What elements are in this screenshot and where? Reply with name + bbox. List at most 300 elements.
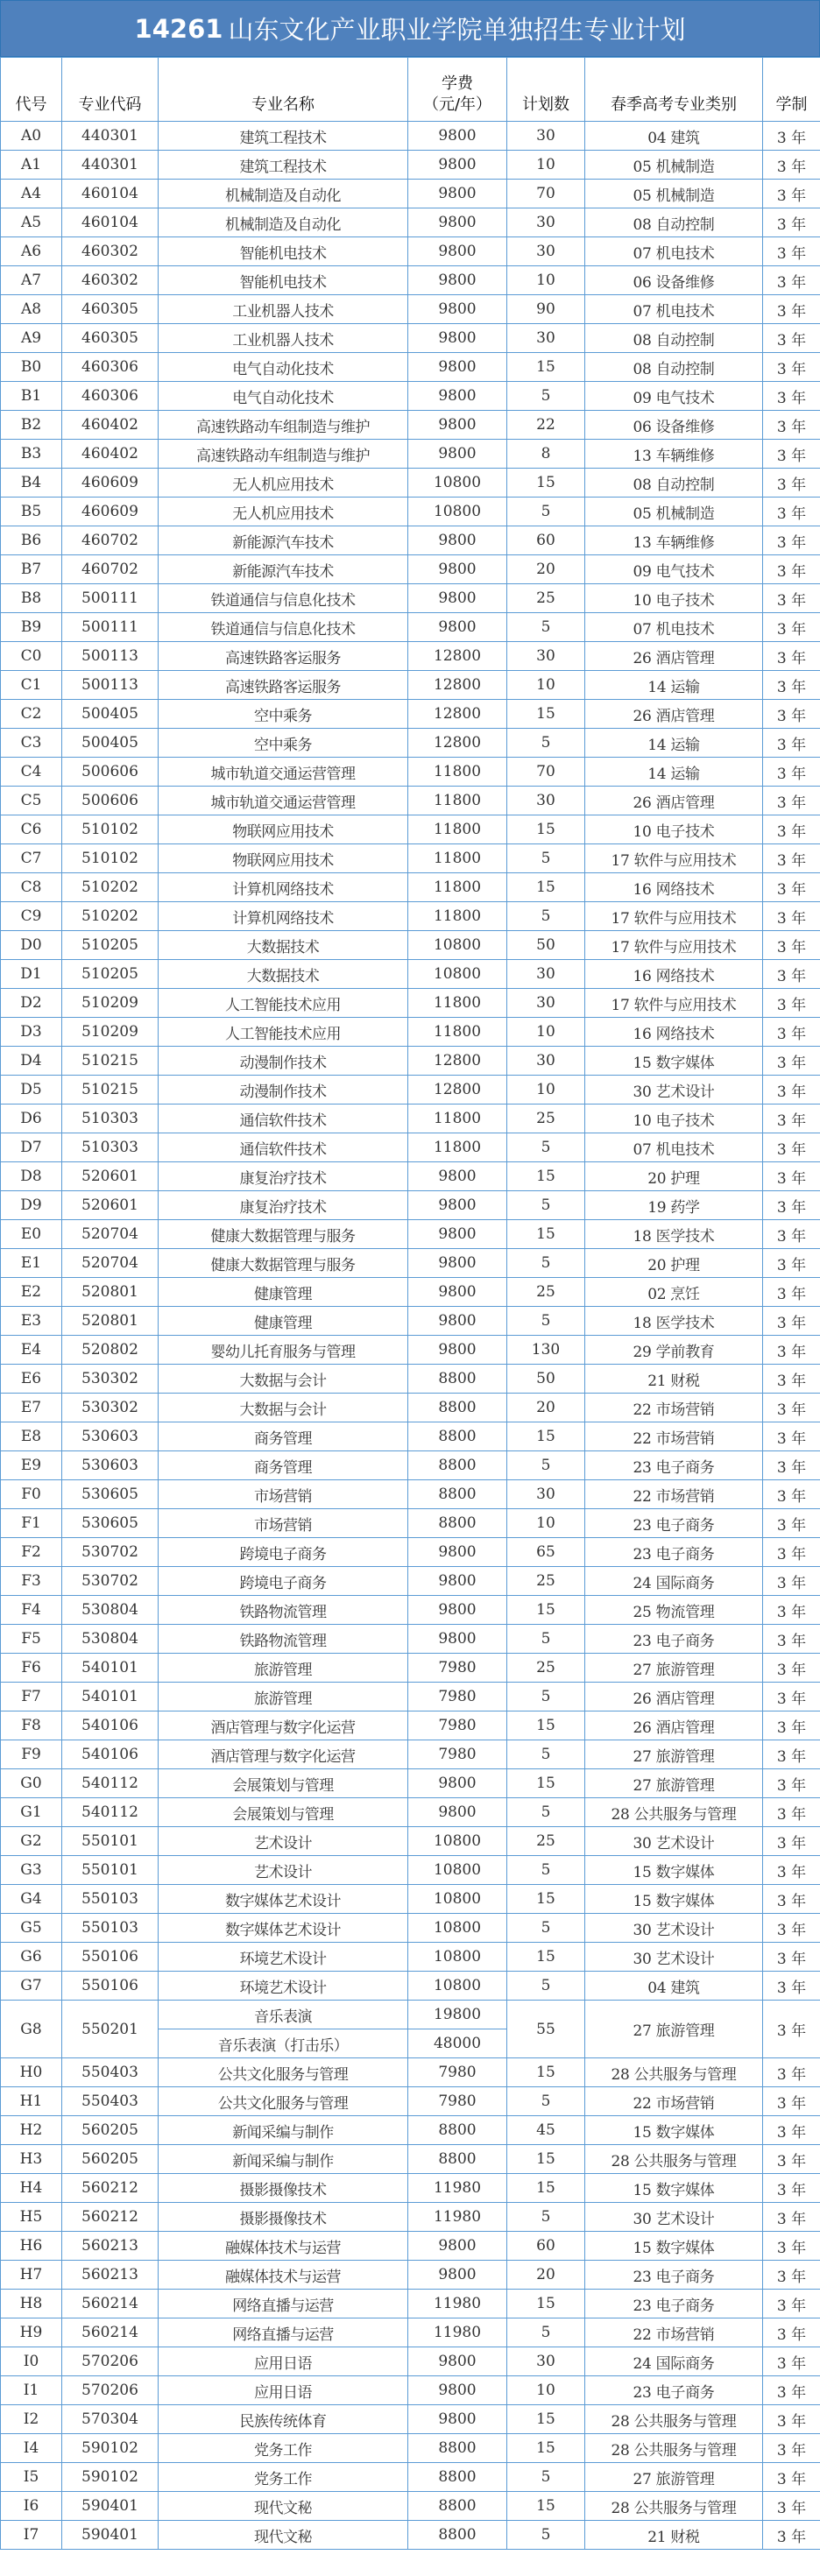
cell-plan: 15 bbox=[507, 2174, 585, 2203]
cell-plan: 5 bbox=[507, 902, 585, 931]
cell-code: E8 bbox=[1, 1422, 62, 1451]
cell-major-code: 440301 bbox=[62, 122, 159, 151]
cell-category: 14 运输 bbox=[585, 758, 763, 787]
cell-code: C4 bbox=[1, 758, 62, 787]
cell-category: 27 旅游管理 bbox=[585, 1654, 763, 1683]
cell-plan: 10 bbox=[507, 151, 585, 180]
cell-duration: 3 年 bbox=[763, 2116, 820, 2145]
cell-major-name: 计算机网络技术 bbox=[159, 902, 408, 931]
cell-plan: 30 bbox=[507, 960, 585, 989]
cell-code: C2 bbox=[1, 700, 62, 729]
cell-code: H6 bbox=[1, 2232, 62, 2261]
cell-major-name: 网络直播与运营 bbox=[159, 2318, 408, 2347]
cell-plan: 5 bbox=[507, 729, 585, 758]
cell-code: A0 bbox=[1, 122, 62, 151]
cell-code: C8 bbox=[1, 873, 62, 902]
cell-plan: 5 bbox=[507, 1307, 585, 1336]
cell-plan: 15 bbox=[507, 815, 585, 844]
cell-duration: 3 年 bbox=[763, 1220, 820, 1249]
cell-code: G4 bbox=[1, 1885, 62, 1914]
cell-tuition: 9800 bbox=[408, 2405, 507, 2434]
cell-duration: 3 年 bbox=[763, 2001, 820, 2058]
cell-major-name: 数字媒体艺术设计 bbox=[159, 1885, 408, 1914]
table-row bbox=[1, 1307, 820, 1336]
cell-duration: 3 年 bbox=[763, 2058, 820, 2087]
cell-major-code: 460306 bbox=[62, 382, 159, 411]
cell-category: 16 网络技术 bbox=[585, 1018, 763, 1047]
cell-major-code: 460302 bbox=[62, 266, 159, 295]
cell-plan: 50 bbox=[507, 1365, 585, 1394]
cell-plan: 25 bbox=[507, 1654, 585, 1683]
cell-major-code: 500111 bbox=[62, 613, 159, 642]
cell-duration: 3 年 bbox=[763, 1538, 820, 1567]
cell-code: B6 bbox=[1, 526, 62, 555]
cell-code: E3 bbox=[1, 1307, 62, 1336]
cell-category: 14 运输 bbox=[585, 671, 763, 700]
cell-code: A1 bbox=[1, 151, 62, 180]
table-row bbox=[1, 1943, 820, 1972]
cell-plan: 30 bbox=[507, 1480, 585, 1509]
cell-major-code: 530702 bbox=[62, 1538, 159, 1567]
cell-plan: 15 bbox=[507, 1885, 585, 1914]
cell-major-name: 网络直播与运营 bbox=[159, 2290, 408, 2318]
cell-plan: 15 bbox=[507, 2290, 585, 2318]
cell-category: 22 市场营销 bbox=[585, 2318, 763, 2347]
cell-major-name: 无人机应用技术 bbox=[159, 498, 408, 526]
cell-code: D6 bbox=[1, 1105, 62, 1133]
cell-tuition: 8800 bbox=[408, 1509, 507, 1538]
table-row bbox=[1, 1278, 820, 1307]
cell-major-name: 旅游管理 bbox=[159, 1683, 408, 1711]
cell-plan: 25 bbox=[507, 584, 585, 613]
cell-duration: 3 年 bbox=[763, 2492, 820, 2521]
cell-plan: 30 bbox=[507, 989, 585, 1018]
cell-plan: 25 bbox=[507, 1278, 585, 1307]
cell-major-code: 570206 bbox=[62, 2376, 159, 2405]
table-row bbox=[1, 1365, 820, 1394]
cell-category: 08 自动控制 bbox=[585, 469, 763, 498]
table-row bbox=[1, 498, 820, 526]
cell-major-code: 550106 bbox=[62, 1972, 159, 2001]
cell-major-code: 540101 bbox=[62, 1683, 159, 1711]
cell-plan: 15 bbox=[507, 1943, 585, 1972]
cell-duration: 3 年 bbox=[763, 1018, 820, 1047]
cell-major-code: 510209 bbox=[62, 1018, 159, 1047]
cell-duration: 3 年 bbox=[763, 1596, 820, 1625]
table-row bbox=[1, 353, 820, 382]
cell-tuition: 12800 bbox=[408, 1076, 507, 1105]
cell-major-code: 560212 bbox=[62, 2203, 159, 2232]
cell-plan: 15 bbox=[507, 2145, 585, 2174]
cell-plan: 15 bbox=[507, 1769, 585, 1798]
table-row bbox=[1, 411, 820, 440]
cell-code: B3 bbox=[1, 440, 62, 469]
cell-plan: 15 bbox=[507, 700, 585, 729]
cell-major-code: 510102 bbox=[62, 815, 159, 844]
cell-category: 06 设备维修 bbox=[585, 266, 763, 295]
cell-major-code: 530605 bbox=[62, 1509, 159, 1538]
cell-duration: 3 年 bbox=[763, 873, 820, 902]
cell-category: 23 电子商务 bbox=[585, 1625, 763, 1654]
cell-major-code: 520802 bbox=[62, 1336, 159, 1365]
cell-tuition: 10800 bbox=[408, 931, 507, 960]
cell-plan: 60 bbox=[507, 2232, 585, 2261]
cell-major-code: 500606 bbox=[62, 787, 159, 815]
table-row bbox=[1, 266, 820, 295]
table-row bbox=[1, 1567, 820, 1596]
cell-tuition: 10800 bbox=[408, 1856, 507, 1885]
cell-major-code: 560213 bbox=[62, 2232, 159, 2261]
cell-code: E0 bbox=[1, 1220, 62, 1249]
cell-code: A7 bbox=[1, 266, 62, 295]
cell-category: 26 酒店管理 bbox=[585, 1711, 763, 1740]
cell-code: D4 bbox=[1, 1047, 62, 1076]
cell-major-name: 高速铁路动车组制造与维护 bbox=[159, 440, 408, 469]
cell-category: 07 机电技术 bbox=[585, 295, 763, 324]
cell-code: A4 bbox=[1, 180, 62, 208]
cell-duration: 3 年 bbox=[763, 844, 820, 873]
cell-tuition: 8800 bbox=[408, 2521, 507, 2550]
cell-major-name: 智能机电技术 bbox=[159, 237, 408, 266]
cell-code: A9 bbox=[1, 324, 62, 353]
cell-tuition: 11980 bbox=[408, 2174, 507, 2203]
cell-major-code: 550106 bbox=[62, 1943, 159, 1972]
cell-major-name: 物联网应用技术 bbox=[159, 815, 408, 844]
cell-category: 17 软件与应用技术 bbox=[585, 931, 763, 960]
cell-duration: 3 年 bbox=[763, 989, 820, 1018]
cell-plan: 30 bbox=[507, 324, 585, 353]
table-row bbox=[1, 1711, 820, 1740]
cell-plan: 20 bbox=[507, 1394, 585, 1422]
cell-category: 26 酒店管理 bbox=[585, 787, 763, 815]
cell-code: E2 bbox=[1, 1278, 62, 1307]
cell-category: 19 药学 bbox=[585, 1191, 763, 1220]
cell-category: 09 电气技术 bbox=[585, 382, 763, 411]
cell-duration: 3 年 bbox=[763, 1133, 820, 1162]
cell-major-name: 商务管理 bbox=[159, 1422, 408, 1451]
cell-code: H3 bbox=[1, 2145, 62, 2174]
cell-duration: 3 年 bbox=[763, 1307, 820, 1336]
cell-major-code: 500113 bbox=[62, 671, 159, 700]
cell-tuition: 8800 bbox=[408, 1480, 507, 1509]
cell-tuition: 9800 bbox=[408, 295, 507, 324]
cell-code: H4 bbox=[1, 2174, 62, 2203]
table-row bbox=[1, 844, 820, 873]
cell-category: 10 电子技术 bbox=[585, 1105, 763, 1133]
cell-tuition: 7980 bbox=[408, 2058, 507, 2087]
cell-major-name: 党务工作 bbox=[159, 2434, 408, 2463]
cell-plan: 30 bbox=[507, 642, 585, 671]
cell-category: 30 艺术设计 bbox=[585, 1827, 763, 1856]
cell-duration: 3 年 bbox=[763, 2521, 820, 2550]
cell-major-code: 460104 bbox=[62, 208, 159, 237]
cell-major-name: 铁路物流管理 bbox=[159, 1596, 408, 1625]
cell-category: 08 自动控制 bbox=[585, 353, 763, 382]
table-row bbox=[1, 382, 820, 411]
cell-code: H5 bbox=[1, 2203, 62, 2232]
cell-code: B9 bbox=[1, 613, 62, 642]
cell-plan: 5 bbox=[507, 1625, 585, 1654]
cell-plan: 25 bbox=[507, 1567, 585, 1596]
table-row bbox=[1, 2492, 820, 2521]
cell-major-name: 新闻采编与制作 bbox=[159, 2145, 408, 2174]
cell-duration: 3 年 bbox=[763, 1162, 820, 1191]
cell-major-name: 健康大数据管理与服务 bbox=[159, 1249, 408, 1278]
cell-tuition: 11800 bbox=[408, 989, 507, 1018]
cell-category: 18 医学技术 bbox=[585, 1307, 763, 1336]
cell-plan: 10 bbox=[507, 1509, 585, 1538]
cell-major-code: 590102 bbox=[62, 2463, 159, 2492]
table-row bbox=[1, 787, 820, 815]
cell-category: 20 护理 bbox=[585, 1249, 763, 1278]
cell-category: 23 电子商务 bbox=[585, 1509, 763, 1538]
cell-duration: 3 年 bbox=[763, 2405, 820, 2434]
cell-duration: 3 年 bbox=[763, 815, 820, 844]
cell-plan: 55 bbox=[507, 2001, 585, 2058]
cell-duration: 3 年 bbox=[763, 1422, 820, 1451]
cell-plan: 30 bbox=[507, 787, 585, 815]
cell-plan: 15 bbox=[507, 1596, 585, 1625]
cell-code: F9 bbox=[1, 1740, 62, 1769]
cell-plan: 15 bbox=[507, 353, 585, 382]
cell-plan: 10 bbox=[507, 1076, 585, 1105]
cell-major-name: 旅游管理 bbox=[159, 1654, 408, 1683]
cell-code: I6 bbox=[1, 2492, 62, 2521]
table-row bbox=[1, 151, 820, 180]
table-row bbox=[1, 1047, 820, 1076]
cell-tuition: 8800 bbox=[408, 2463, 507, 2492]
cell-tuition: 11800 bbox=[408, 873, 507, 902]
cell-plan: 5 bbox=[507, 1191, 585, 1220]
cell-major-code: 500405 bbox=[62, 700, 159, 729]
cell-tuition: 10800 bbox=[408, 498, 507, 526]
cell-code: F3 bbox=[1, 1567, 62, 1596]
cell-major-name: 高速铁路客运服务 bbox=[159, 671, 408, 700]
table-row bbox=[1, 1509, 820, 1538]
cell-major-code: 460609 bbox=[62, 498, 159, 526]
table-row bbox=[1, 1885, 820, 1914]
cell-category: 15 数字媒体 bbox=[585, 2116, 763, 2145]
cell-major-code: 510215 bbox=[62, 1076, 159, 1105]
cell-major-code: 570206 bbox=[62, 2347, 159, 2376]
table-row bbox=[1, 1451, 820, 1480]
cell-plan: 30 bbox=[507, 237, 585, 266]
cell-category: 28 公共服务与管理 bbox=[585, 2145, 763, 2174]
cell-plan: 15 bbox=[507, 1162, 585, 1191]
cell-duration: 3 年 bbox=[763, 324, 820, 353]
cell-major-name: 音乐表演（打击乐） bbox=[159, 2029, 408, 2058]
cell-code: G8 bbox=[1, 2001, 62, 2058]
cell-major-name: 动漫制作技术 bbox=[159, 1076, 408, 1105]
table-body-continued bbox=[1, 2058, 820, 2550]
cell-plan: 130 bbox=[507, 1336, 585, 1365]
cell-tuition: 8800 bbox=[408, 2492, 507, 2521]
cell-major-name: 健康管理 bbox=[159, 1278, 408, 1307]
table-row bbox=[1, 1394, 820, 1422]
cell-category: 23 电子商务 bbox=[585, 1538, 763, 1567]
cell-code: G6 bbox=[1, 1943, 62, 1972]
cell-duration: 3 年 bbox=[763, 526, 820, 555]
cell-tuition: 9800 bbox=[408, 2376, 507, 2405]
cell-major-code: 500606 bbox=[62, 758, 159, 787]
cell-major-code: 510209 bbox=[62, 989, 159, 1018]
cell-category: 29 学前教育 bbox=[585, 1336, 763, 1365]
cell-tuition: 7980 bbox=[408, 1711, 507, 1740]
table-row bbox=[1, 1654, 820, 1683]
table-row bbox=[1, 729, 820, 758]
cell-tuition: 9800 bbox=[408, 180, 507, 208]
cell-plan: 60 bbox=[507, 526, 585, 555]
cell-major-code: 560205 bbox=[62, 2145, 159, 2174]
cell-plan: 5 bbox=[507, 1249, 585, 1278]
table-row bbox=[1, 584, 820, 613]
cell-major-name: 铁路物流管理 bbox=[159, 1625, 408, 1654]
cell-plan: 10 bbox=[507, 671, 585, 700]
cell-plan: 5 bbox=[507, 1798, 585, 1827]
cell-plan: 5 bbox=[507, 2521, 585, 2550]
cell-code: B0 bbox=[1, 353, 62, 382]
cell-major-name: 人工智能技术应用 bbox=[159, 1018, 408, 1047]
table-row bbox=[1, 1740, 820, 1769]
table-row bbox=[1, 671, 820, 700]
cell-plan: 15 bbox=[507, 2492, 585, 2521]
cell-code: H2 bbox=[1, 2116, 62, 2145]
cell-code: E1 bbox=[1, 1249, 62, 1278]
cell-duration: 3 年 bbox=[763, 2145, 820, 2174]
cell-major-name: 工业机器人技术 bbox=[159, 295, 408, 324]
table-row bbox=[1, 1538, 820, 1567]
table-row bbox=[1, 2087, 820, 2116]
cell-category: 27 旅游管理 bbox=[585, 1769, 763, 1798]
merged-row-group bbox=[1, 2001, 820, 2058]
cell-major-code: 520704 bbox=[62, 1220, 159, 1249]
cell-tuition: 12800 bbox=[408, 642, 507, 671]
cell-major-code: 510202 bbox=[62, 873, 159, 902]
cell-code: B1 bbox=[1, 382, 62, 411]
cell-duration: 3 年 bbox=[763, 1711, 820, 1740]
cell-major-name: 跨境电子商务 bbox=[159, 1567, 408, 1596]
cell-duration: 3 年 bbox=[763, 671, 820, 700]
table-row bbox=[1, 1105, 820, 1133]
table-row bbox=[1, 469, 820, 498]
cell-tuition: 9800 bbox=[408, 1567, 507, 1596]
cell-plan: 15 bbox=[507, 1711, 585, 1740]
cell-tuition: 12800 bbox=[408, 1047, 507, 1076]
cell-major-code: 530603 bbox=[62, 1422, 159, 1451]
cell-plan: 15 bbox=[507, 2434, 585, 2463]
cell-tuition: 12800 bbox=[408, 729, 507, 758]
cell-major-name: 数字媒体艺术设计 bbox=[159, 1914, 408, 1943]
cell-category: 08 自动控制 bbox=[585, 208, 763, 237]
cell-category: 07 机电技术 bbox=[585, 237, 763, 266]
cell-tuition: 9800 bbox=[408, 122, 507, 151]
table-row bbox=[1, 1625, 820, 1654]
cell-tuition: 9800 bbox=[408, 2347, 507, 2376]
cell-category: 16 网络技术 bbox=[585, 960, 763, 989]
cell-duration: 3 年 bbox=[763, 902, 820, 931]
cell-category: 22 市场营销 bbox=[585, 2087, 763, 2116]
cell-duration: 3 年 bbox=[763, 700, 820, 729]
cell-tuition: 7980 bbox=[408, 1740, 507, 1769]
cell-duration: 3 年 bbox=[763, 440, 820, 469]
table-row bbox=[1, 2347, 820, 2376]
cell-plan: 5 bbox=[507, 2203, 585, 2232]
cell-tuition: 10800 bbox=[408, 1943, 507, 1972]
cell-tuition: 9800 bbox=[408, 1769, 507, 1798]
cell-major-code: 510303 bbox=[62, 1133, 159, 1162]
cell-plan: 10 bbox=[507, 266, 585, 295]
cell-plan: 5 bbox=[507, 1856, 585, 1885]
cell-major-name: 高速铁路动车组制造与维护 bbox=[159, 411, 408, 440]
cell-code: B4 bbox=[1, 469, 62, 498]
cell-duration: 3 年 bbox=[763, 1105, 820, 1133]
cell-major-code: 520801 bbox=[62, 1278, 159, 1307]
cell-major-code: 520704 bbox=[62, 1249, 159, 1278]
cell-duration: 3 年 bbox=[763, 2290, 820, 2318]
cell-code: I0 bbox=[1, 2347, 62, 2376]
cell-major-name: 会展策划与管理 bbox=[159, 1769, 408, 1798]
cell-major-name: 铁道通信与信息化技术 bbox=[159, 584, 408, 613]
cell-tuition: 8800 bbox=[408, 1422, 507, 1451]
cell-category: 30 艺术设计 bbox=[585, 1943, 763, 1972]
cell-tuition: 7980 bbox=[408, 1683, 507, 1711]
cell-category: 04 建筑 bbox=[585, 1972, 763, 2001]
cell-duration: 3 年 bbox=[763, 1047, 820, 1076]
cell-tuition: 9800 bbox=[408, 1336, 507, 1365]
table-row bbox=[1, 555, 820, 584]
cell-plan: 5 bbox=[507, 498, 585, 526]
table-row bbox=[1, 642, 820, 671]
cell-major-name: 新能源汽车技术 bbox=[159, 555, 408, 584]
cell-category: 27 旅游管理 bbox=[585, 1740, 763, 1769]
cell-major-code: 530605 bbox=[62, 1480, 159, 1509]
cell-code: E9 bbox=[1, 1451, 62, 1480]
cell-major-code: 460302 bbox=[62, 237, 159, 266]
cell-major-name: 公共文化服务与管理 bbox=[159, 2058, 408, 2087]
cell-tuition: 9800 bbox=[408, 613, 507, 642]
cell-category: 22 市场营销 bbox=[585, 1480, 763, 1509]
cell-category: 17 软件与应用技术 bbox=[585, 989, 763, 1018]
cell-tuition: 8800 bbox=[408, 2434, 507, 2463]
cell-code: F1 bbox=[1, 1509, 62, 1538]
cell-tuition: 48000 bbox=[408, 2029, 507, 2058]
cell-plan: 5 bbox=[507, 1972, 585, 2001]
table-row bbox=[1, 960, 820, 989]
cell-major-name: 环境艺术设计 bbox=[159, 1943, 408, 1972]
cell-code: G3 bbox=[1, 1856, 62, 1885]
cell-major-name: 市场营销 bbox=[159, 1480, 408, 1509]
cell-major-code: 530302 bbox=[62, 1365, 159, 1394]
cell-duration: 3 年 bbox=[763, 2087, 820, 2116]
table-row bbox=[1, 2318, 820, 2347]
cell-major-name: 康复治疗技术 bbox=[159, 1191, 408, 1220]
cell-duration: 3 年 bbox=[763, 1856, 820, 1885]
cell-plan: 90 bbox=[507, 295, 585, 324]
cell-tuition: 8800 bbox=[408, 1451, 507, 1480]
cell-plan: 5 bbox=[507, 2087, 585, 2116]
cell-plan: 5 bbox=[507, 1133, 585, 1162]
cell-code: F4 bbox=[1, 1596, 62, 1625]
header-plan: 计划数 bbox=[507, 58, 585, 122]
cell-tuition: 11800 bbox=[408, 1133, 507, 1162]
table-row bbox=[1, 2405, 820, 2434]
cell-category: 05 机械制造 bbox=[585, 498, 763, 526]
cell-major-code: 520601 bbox=[62, 1191, 159, 1220]
cell-category: 26 酒店管理 bbox=[585, 642, 763, 671]
cell-major-code: 520801 bbox=[62, 1307, 159, 1336]
cell-code: F0 bbox=[1, 1480, 62, 1509]
cell-duration: 3 年 bbox=[763, 1509, 820, 1538]
